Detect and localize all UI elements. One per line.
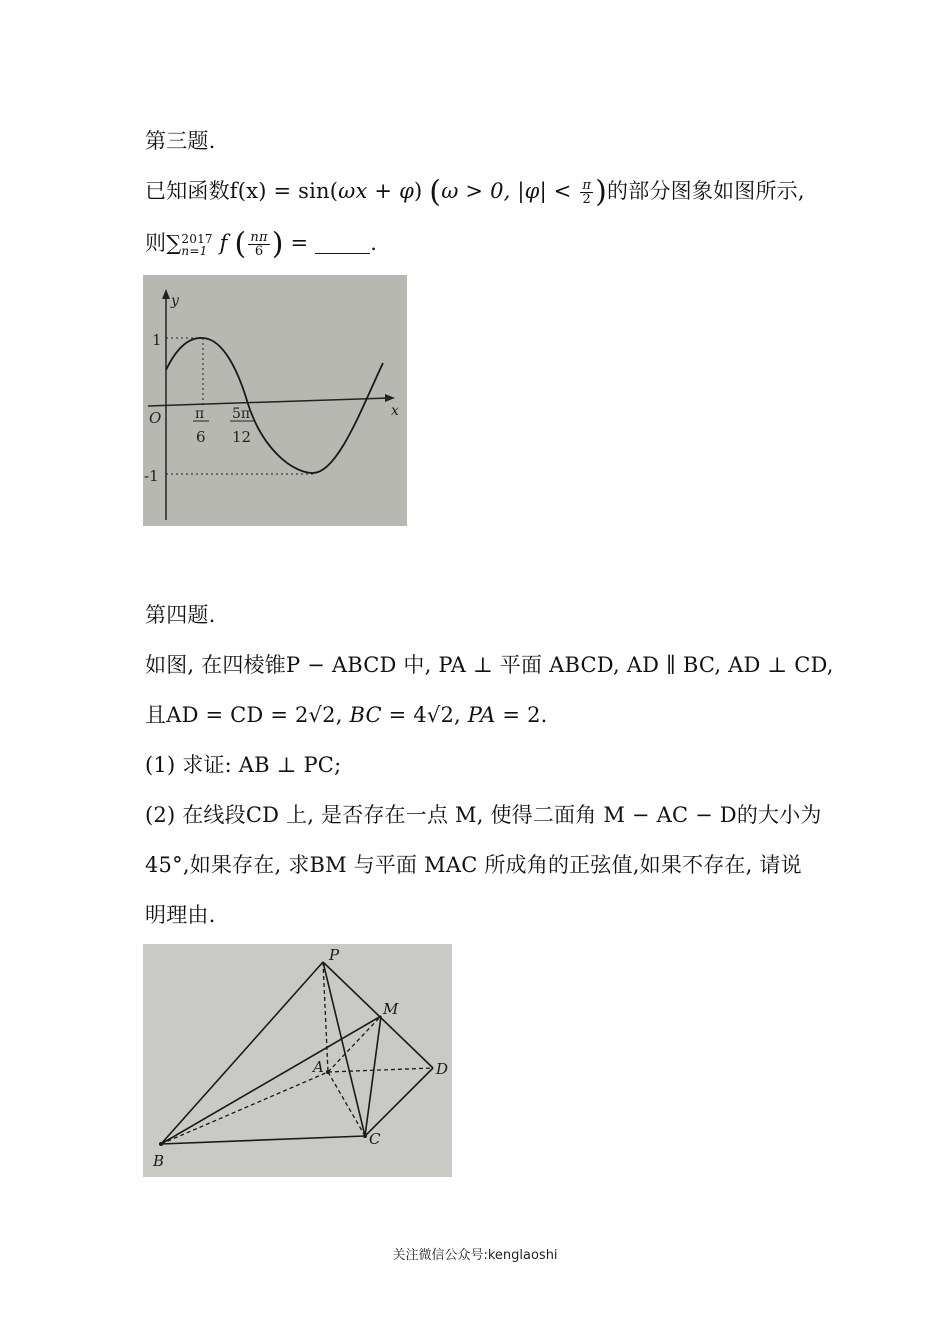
q3-x: x <box>355 179 368 203</box>
q4-title: 第四题. <box>145 603 216 627</box>
q3-plus: + <box>367 179 400 203</box>
q4-line2 <box>145 700 548 730</box>
label-m: M <box>383 1000 399 1018</box>
tick-y-pos: 1 <box>152 331 162 349</box>
q4-line2-a: 且AD = CD = 2√2, <box>145 703 350 727</box>
y-axis-arrow <box>162 289 170 299</box>
pyramid-figure <box>143 944 452 1177</box>
q3-six: 6 <box>254 244 264 259</box>
label-c: C <box>369 1130 381 1148</box>
q3-omega: ω <box>338 179 356 203</box>
q3-line1-prefix: 已知函数f(x) = sin( <box>145 179 339 203</box>
footer-note: 关注微信公众号:kenglaoshi <box>392 1248 558 1263</box>
q3-sum-upper: 2017 <box>181 231 213 246</box>
tick1-num: π <box>195 406 205 422</box>
q4-part2-line1: (2) 在线段CD 上, 是否存在一点 M, 使得二面角 M − AC − D的大小为 <box>145 803 822 827</box>
q3-f: f <box>219 231 228 255</box>
q3-line2-prefix: 则∑ <box>145 231 182 255</box>
origin-label: O <box>149 409 162 427</box>
edge-am <box>328 1016 381 1072</box>
edge-ba <box>161 1072 328 1144</box>
tick1-den: 6 <box>196 428 206 446</box>
edge-bm <box>161 1016 381 1144</box>
x-axis-arrow <box>385 394 395 402</box>
q3-line1-suffix: 的部分图象如图所示, <box>607 179 805 203</box>
edge-bc <box>161 1136 365 1144</box>
q4-line2-b: = 4√2, <box>381 703 468 727</box>
q4-bc: BC <box>349 703 382 727</box>
q3-sum-lower: n=1 <box>181 243 208 258</box>
vertex-b-dot <box>159 1142 163 1146</box>
q3-two: 2 <box>582 192 591 207</box>
edge-pd <box>323 962 433 1068</box>
tick2-den: 12 <box>232 428 252 446</box>
q4-part2-line3: 明理由. <box>145 903 216 927</box>
q3-pi: π <box>582 178 592 193</box>
q3-cond-close: ) <box>595 174 608 210</box>
label-b: B <box>153 1152 165 1170</box>
q3-phi: φ <box>399 179 414 203</box>
tick2-num: 5π <box>232 406 251 422</box>
q3-equals: = <box>283 231 316 255</box>
q4-part2-line2: 45°,如果存在, 求BM 与平面 MAC 所成角的正弦值,如果不存在, 请说 <box>145 853 802 877</box>
q3-close: ) <box>414 179 423 203</box>
edge-ad <box>328 1068 433 1072</box>
edge-cm <box>365 1016 381 1136</box>
q4-line2-c: = 2. <box>495 703 548 727</box>
q4-part1: (1) 求证: AB ⊥ PC; <box>145 753 342 777</box>
edge-pb <box>161 962 323 1144</box>
label-a: A <box>313 1058 324 1076</box>
q3-answer-blank <box>315 233 370 254</box>
tick-y-neg: -1 <box>144 467 159 485</box>
q3-paren-close: ) <box>271 226 284 262</box>
y-label: y <box>171 293 179 309</box>
x-axis <box>148 398 388 406</box>
q3-line2 <box>145 228 377 260</box>
q3-npi-over-6 <box>248 231 269 258</box>
label-p: P <box>329 946 340 964</box>
q3-cond-open: ( <box>429 174 442 210</box>
sine-graph-svg <box>143 275 407 526</box>
x-label: x <box>391 403 399 419</box>
q3-pi-over-2 <box>580 179 593 206</box>
q4-line1: 如图, 在四棱锥P − ABCD 中, PA ⊥ 平面 ABCD, AD ∥ BC, AD ⊥ CD, <box>145 653 834 677</box>
q3-line1 <box>145 176 805 208</box>
edge-ac <box>328 1072 365 1136</box>
edge-pc <box>323 962 365 1136</box>
q3-sum-limits <box>181 233 212 257</box>
q3-title: 第三题. <box>145 129 216 153</box>
vertex-c-dot <box>363 1134 367 1138</box>
q3-paren-open: ( <box>234 226 247 262</box>
q3-cond-text: ω > 0, |φ| < <box>441 179 579 203</box>
q4-pa: PA <box>467 703 496 727</box>
q3-npi: nπ <box>250 230 268 245</box>
sine-graph-figure <box>143 275 407 526</box>
label-d: D <box>436 1060 449 1078</box>
vertex-a-dot <box>326 1070 330 1074</box>
edge-cd <box>365 1068 433 1136</box>
pyramid-svg <box>143 944 452 1177</box>
q3-end: . <box>370 231 378 255</box>
